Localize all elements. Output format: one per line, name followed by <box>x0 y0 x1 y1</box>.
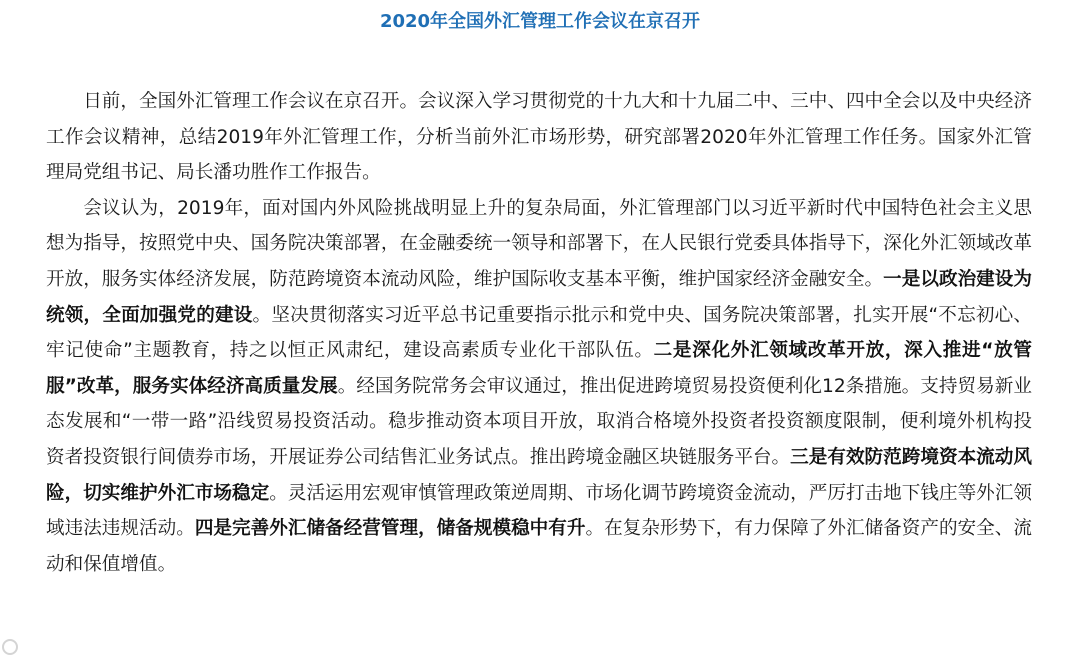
paragraph-1-text: 日前，全国外汇管理工作会议在京召开。会议深入学习贯彻党的十九大和十九届二中、三中、四中全会以及中央经济工作会议精神，总结2019年外汇管理工作，分析当前外汇市场形势，研究部署2020年外汇管理工作任务。国家外汇管理局党组书记、局长潘功胜作工作报告。 <box>46 91 1032 184</box>
paragraph-2-text-3: 。经国务院常务会审议通过，推出促进跨境贸易投资便利化12条措施。支持贸易新业态发展和“一带一路”沿线贸易投资活动。稳步推动资本项目开放，取消合格境外投资者投资额度限制，便利境外机构投资者投资银行间债券市场，开展证券公司结售汇业务试点。推出跨境金融区块链服务平台。 <box>46 375 1032 468</box>
key-point-2: 二是深化外汇领域改革开放，深入推进“放管服”改革，服务实体经济高质量发展 <box>46 340 1032 397</box>
key-point-4: 四是完善外汇储备经营管理，储备规模稳中有升 <box>194 518 586 540</box>
paragraph-2-text-5: 。在复杂形势下，有力保障了外汇储备资产的安全、流动和保值增值。 <box>46 518 1032 575</box>
key-point-3: 三是有效防范跨境资本流动风险，切实维护外汇市场稳定 <box>46 446 1032 504</box>
paragraph-2 <box>46 191 1032 583</box>
paragraph-1 <box>46 84 1032 191</box>
watermark <box>2 639 18 655</box>
paragraph-2-text-4: 。灵活运用宏观审慎管理政策逆周期、市场化调节跨境资金流动，严厉打击地下钱庄等外汇领域违法违规活动。 <box>46 482 1032 540</box>
key-point-1: 一是以政治建设为统领，全面加强党的建设 <box>46 268 1032 326</box>
article-title: 2020年全国外汇管理工作会议在京召开 <box>379 11 701 32</box>
watermark-logo-icon <box>2 639 18 655</box>
article-body <box>46 84 1032 582</box>
paragraph-2-text-2: 。坚决贯彻落实习近平总书记重要指示批示和党中央、国务院决策部署，扎实开展“不忘初心、牢记使命”主题教育，持之以恒正风肃纪，建设高素质专业化干部队伍。 <box>46 304 1032 362</box>
paragraph-2-text-1: 会议认为，2019年，面对国内外风险挑战明显上升的复杂局面，外汇管理部门以习近平新时代中国特色社会主义思想为指导，按照党中央、国务院决策部署，在金融委统一领导和部署下，在人民银行党委具体指导下，深化外汇领域改革开放，服务实体经济发展，防范跨境资本流动风险，维护国际收支基本平衡，维护国家经济金融安全。 <box>46 197 1032 290</box>
